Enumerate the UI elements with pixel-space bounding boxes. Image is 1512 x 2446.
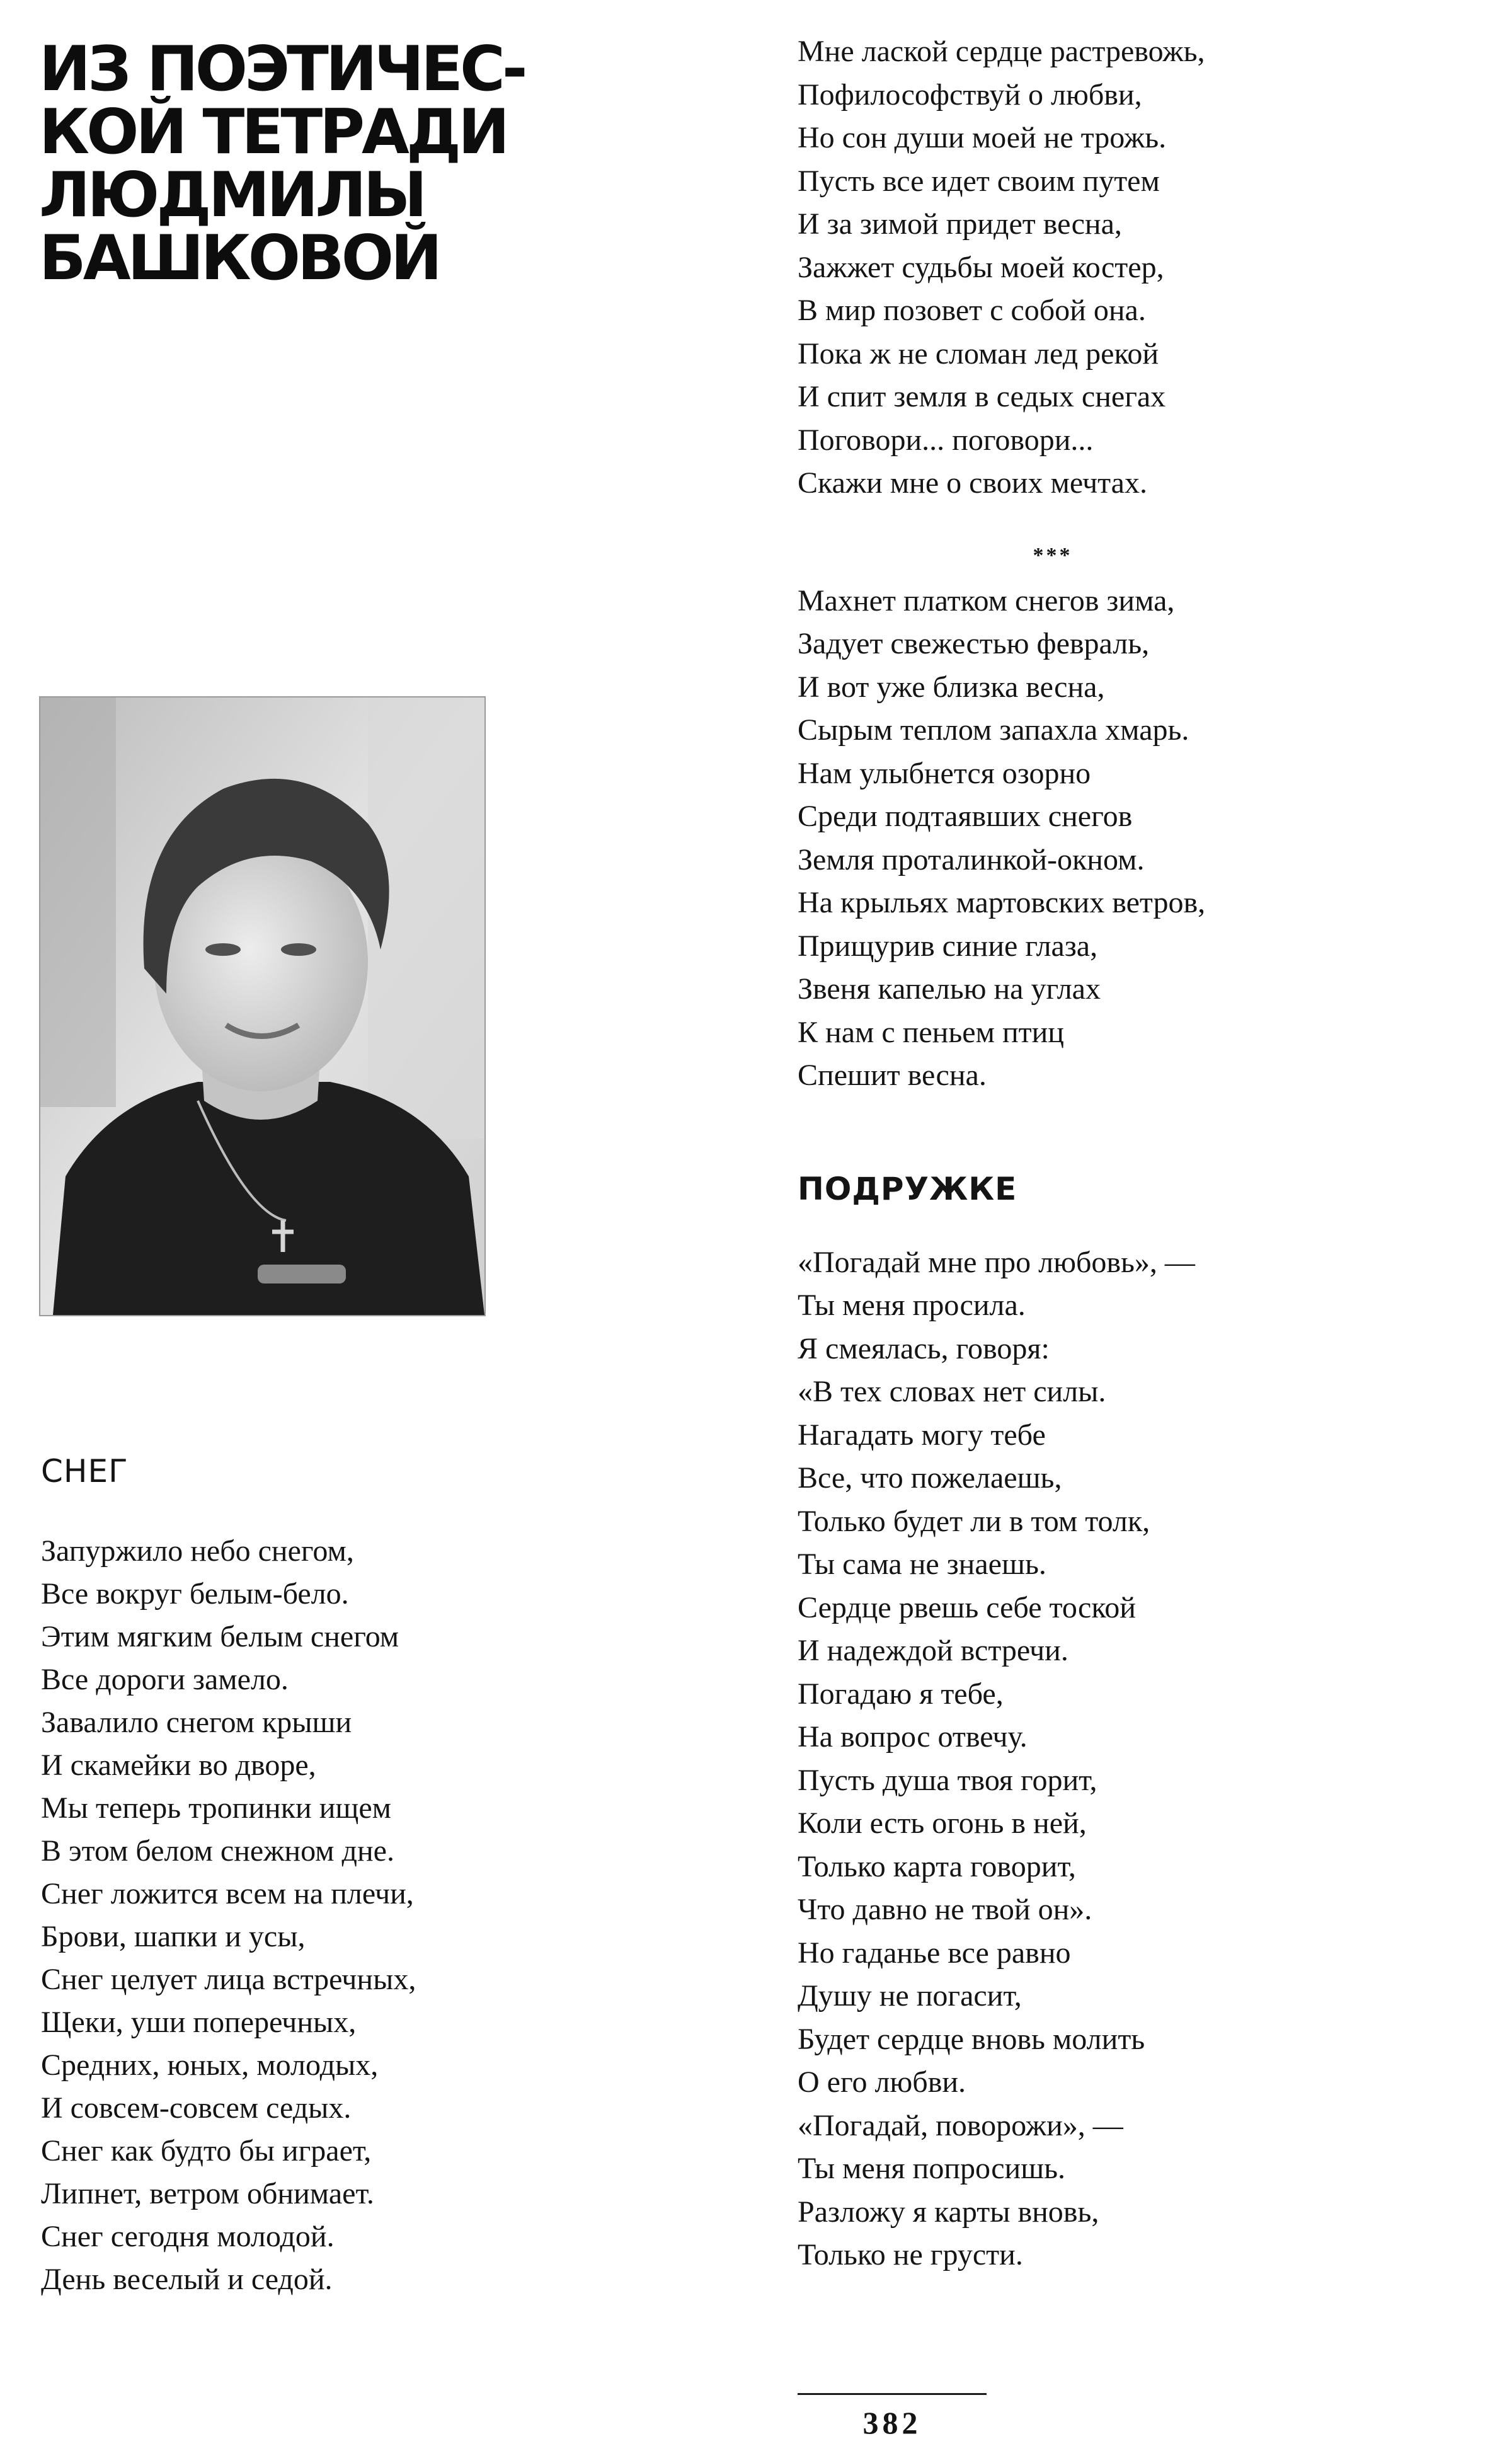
poem-body-untitled-1 <box>798 30 1428 505</box>
poem-line: Прищурив синие глаза, <box>798 929 1098 963</box>
poem-line: Все, что пожелаешь, <box>798 1461 1062 1495</box>
poem-line: Щеки, уши поперечных, <box>41 2006 357 2039</box>
poem-line: Пока ж не сломан лед рекой <box>798 336 1159 370</box>
poem-line: Звеня капелью на углах <box>798 972 1101 1006</box>
section-title <box>39 33 525 294</box>
poem-line: «В тех словах нет силы. <box>798 1375 1106 1408</box>
poem-line: О его любви. <box>798 2065 966 2099</box>
poem-line: Все вокруг белым-бело. <box>41 1577 349 1611</box>
poem-body-untitled-2 <box>798 580 1428 1098</box>
poem-line: Поговори... поговори... <box>798 423 1094 457</box>
poem-line: На крыльях мартовских ветров, <box>798 886 1206 919</box>
poem-line: Брови, шапки и усы, <box>41 1920 306 1953</box>
poem-title-sneg: СНЕГ <box>41 1453 129 1490</box>
poem-line: Будет сердце вновь молить <box>798 2022 1145 2056</box>
poem-line: Земля проталинкой-окном. <box>798 842 1145 876</box>
poem-line: Мне лаской сердце растревожь, <box>798 35 1205 68</box>
poem-line: Сырым теплом запахла хмарь. <box>798 713 1189 747</box>
stanza-separator: *** <box>1033 543 1073 567</box>
poem-line: Ты сама не знаешь. <box>798 1547 1046 1581</box>
poem-line: Спешит весна. <box>798 1059 987 1092</box>
title-line: БАШКОВОЙ <box>39 222 440 294</box>
poem-title-podruzhke: ПОДРУЖКЕ <box>798 1170 1017 1207</box>
poem-line: Зажжет судьбы моей костер, <box>798 250 1164 284</box>
page-number: 382 <box>862 2405 922 2440</box>
poem-line: Только не грусти. <box>798 2238 1023 2271</box>
poem-line: Нагадать могу тебе <box>798 1418 1046 1452</box>
poem-line: Пусть все идет своим путем <box>798 164 1160 198</box>
poem-line: Но сон души моей не трожь. <box>798 121 1167 154</box>
poem-line: И скамейки во дворе, <box>41 1748 316 1782</box>
poem-line: И спит земля в седых снегах <box>798 380 1166 413</box>
poem-line: Сердце рвешь себе тоской <box>798 1590 1136 1624</box>
poem-line: Только будет ли в том толк, <box>798 1504 1150 1538</box>
poem-line: В мир позовет с собой она. <box>798 294 1146 327</box>
poem-line: Задует свежестью февраль, <box>798 627 1150 660</box>
title-line: КОЙ ТЕТРАДИ <box>39 96 507 168</box>
poem-line: «Погадай, поворожи», — <box>798 2108 1123 2142</box>
left-column <box>41 1449 608 2301</box>
poem-body-sneg <box>41 1530 608 2301</box>
poem-line: Я смеялась, говоря: <box>798 1331 1050 1365</box>
poem-line: День веселый и седой. <box>41 2263 333 2296</box>
poem-line: Мы теперь тропинки ищем <box>41 1791 392 1825</box>
poem-line: Снег как будто бы играет, <box>41 2134 372 2168</box>
poem-line: Нам улыбнется озорно <box>798 756 1091 790</box>
title-line: ИЗ ПОЭТИЧЕС- <box>39 33 525 105</box>
poem-line: Махнет платком снегов зима, <box>798 583 1175 617</box>
poem-line: И за зимой придет весна, <box>798 207 1122 241</box>
poem-line: Снег ложится всем на плечи, <box>41 1877 414 1910</box>
poem-line: Скажи мне о своих мечтах. <box>798 466 1147 500</box>
poem-line: К нам с пеньем птиц <box>798 1015 1064 1049</box>
poem-line: И надеждой встречи. <box>798 1634 1068 1667</box>
poem-line: «Погадай мне про любовь», — <box>798 1245 1195 1279</box>
poem-line: Все дороги замело. <box>41 1663 289 1696</box>
poem-line: Ты меня попросишь. <box>798 2152 1066 2185</box>
poem-line: Среди подтаявших снегов <box>798 800 1133 833</box>
poem-line: Средних, юных, молодых, <box>41 2048 379 2082</box>
poem-line: Снег сегодня молодой. <box>41 2220 335 2253</box>
poem-line: Пусть душа твоя горит, <box>798 1763 1097 1797</box>
poem-line: Что давно не твой он». <box>798 1893 1092 1926</box>
title-line: ЛЮДМИЛЫ <box>39 159 425 231</box>
poem-line: Снег целует лица встречных, <box>41 1963 416 1996</box>
poem-line: И вот уже близка весна, <box>798 670 1105 704</box>
poem-line: Душу не погасит, <box>798 1979 1022 2012</box>
poem-line: Запуржило небо снегом, <box>41 1534 354 1568</box>
poem-line: В этом белом снежном дне. <box>41 1834 394 1868</box>
poem-body-podruzhke <box>798 1241 1428 2277</box>
author-portrait-photo <box>39 696 486 1316</box>
poem-line: Коли есть огонь в ней, <box>798 1806 1087 1840</box>
poem-line: Этим мягким белым снегом <box>41 1620 399 1653</box>
poem-line: И совсем-совсем седых. <box>41 2091 352 2125</box>
poem-line: Только карта говорит, <box>798 1849 1076 1883</box>
right-column <box>798 30 1428 2277</box>
poem-line: На вопрос отвечу. <box>798 1720 1028 1754</box>
poem-line: Разложу я карты вновь, <box>798 2195 1099 2229</box>
poem-line: Но гаданье все равно <box>798 1936 1071 1970</box>
footer-rule <box>798 2393 987 2395</box>
poem-line: Пофилософствуй о любви, <box>798 78 1142 112</box>
poem-line: Погадаю я тебе, <box>798 1677 1004 1711</box>
poem-line: Завалило снегом крыши <box>41 1706 352 1739</box>
poem-line: Ты меня просила. <box>798 1289 1026 1322</box>
poem-line: Липнет, ветром обнимает. <box>41 2177 374 2210</box>
